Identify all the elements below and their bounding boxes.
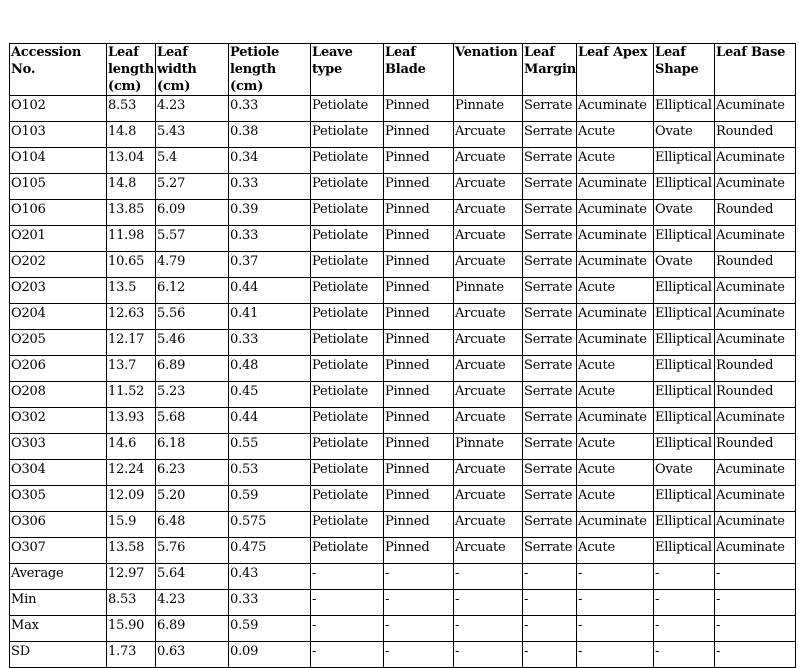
- table-cell: 0.43: [229, 564, 311, 590]
- table-cell: Elliptical: [654, 174, 715, 200]
- table-cell: -: [454, 642, 523, 668]
- table-cell: Serrate: [523, 174, 577, 200]
- table-cell: 5.68: [156, 408, 229, 434]
- column-header: Leaf Margin: [523, 44, 577, 96]
- table-row: [10, 408, 796, 434]
- table-cell: Acuminate: [577, 330, 654, 356]
- table-cell: -: [384, 590, 454, 616]
- table-cell: 13.5: [107, 278, 156, 304]
- table-cell: Elliptical: [654, 512, 715, 538]
- table-cell: Petiolate: [311, 408, 384, 434]
- table-cell: 5.23: [156, 382, 229, 408]
- column-header: Accession No.: [10, 44, 107, 96]
- table-cell: Acuminate: [577, 252, 654, 278]
- table-cell: Arcuate: [454, 356, 523, 382]
- table-row: [10, 564, 796, 590]
- table-cell: Acute: [577, 382, 654, 408]
- table-row: [10, 642, 796, 668]
- table-cell: Ovate: [654, 460, 715, 486]
- table-cell: Acute: [577, 460, 654, 486]
- table-cell: 13.04: [107, 148, 156, 174]
- table-cell: Petiolate: [311, 174, 384, 200]
- table-cell: Arcuate: [454, 460, 523, 486]
- table-cell: Max: [10, 616, 107, 642]
- table-row: [10, 96, 796, 122]
- table-cell: 5.46: [156, 330, 229, 356]
- table-cell: 4.23: [156, 590, 229, 616]
- table-cell: 0.33: [229, 96, 311, 122]
- table-cell: 0.575: [229, 512, 311, 538]
- table-cell: -: [654, 642, 715, 668]
- table-cell: Elliptical: [654, 330, 715, 356]
- table-cell: 8.53: [107, 590, 156, 616]
- table-cell: Pinnate: [454, 278, 523, 304]
- table-cell: O305: [10, 486, 107, 512]
- table-cell: 0.37: [229, 252, 311, 278]
- table-cell: 0.33: [229, 174, 311, 200]
- table-cell: 0.38: [229, 122, 311, 148]
- table-cell: Pinned: [384, 252, 454, 278]
- table-cell: -: [384, 616, 454, 642]
- table-cell: -: [715, 616, 796, 642]
- table-cell: Acuminate: [577, 408, 654, 434]
- table-cell: 6.23: [156, 460, 229, 486]
- table-cell: Pinned: [384, 460, 454, 486]
- table-cell: Petiolate: [311, 356, 384, 382]
- table-cell: Serrate: [523, 356, 577, 382]
- table-cell: Petiolate: [311, 96, 384, 122]
- table-cell: Petiolate: [311, 148, 384, 174]
- table-cell: 12.17: [107, 330, 156, 356]
- table-cell: -: [311, 616, 384, 642]
- leaf-morphology-table: [9, 43, 796, 668]
- table-cell: Pinned: [384, 96, 454, 122]
- table-cell: 13.85: [107, 200, 156, 226]
- table-cell: Acuminate: [577, 304, 654, 330]
- table-cell: Acute: [577, 486, 654, 512]
- table-cell: 4.79: [156, 252, 229, 278]
- table-cell: Arcuate: [454, 408, 523, 434]
- table-cell: -: [523, 590, 577, 616]
- table-cell: Petiolate: [311, 200, 384, 226]
- table-cell: -: [715, 564, 796, 590]
- table-cell: 6.89: [156, 356, 229, 382]
- table-cell: Serrate: [523, 512, 577, 538]
- table-cell: Acute: [577, 122, 654, 148]
- table-cell: Elliptical: [654, 226, 715, 252]
- table-cell: -: [454, 590, 523, 616]
- table-cell: Petiolate: [311, 252, 384, 278]
- table-cell: -: [715, 642, 796, 668]
- table-cell: Acuminate: [577, 226, 654, 252]
- column-header: Leaf width (cm): [156, 44, 229, 96]
- table-cell: 12.24: [107, 460, 156, 486]
- table-cell: Arcuate: [454, 382, 523, 408]
- column-header: Leaf Shape: [654, 44, 715, 96]
- table-cell: Arcuate: [454, 174, 523, 200]
- table-cell: O205: [10, 330, 107, 356]
- table-cell: -: [715, 590, 796, 616]
- table-cell: Acuminate: [715, 538, 796, 564]
- table-row: [10, 304, 796, 330]
- column-header: Petiole length (cm): [229, 44, 311, 96]
- table-cell: Serrate: [523, 460, 577, 486]
- table-cell: Acuminate: [715, 174, 796, 200]
- table-cell: Serrate: [523, 278, 577, 304]
- table-cell: Acute: [577, 278, 654, 304]
- table-cell: Arcuate: [454, 226, 523, 252]
- table-cell: 5.43: [156, 122, 229, 148]
- table-cell: Serrate: [523, 96, 577, 122]
- table-cell: -: [577, 642, 654, 668]
- table-cell: 12.97: [107, 564, 156, 590]
- table-cell: Acuminate: [715, 304, 796, 330]
- table-cell: Rounded: [715, 434, 796, 460]
- table-cell: Acute: [577, 356, 654, 382]
- table-cell: O105: [10, 174, 107, 200]
- table-cell: 0.39: [229, 200, 311, 226]
- table-cell: Petiolate: [311, 382, 384, 408]
- table-cell: Acuminate: [715, 408, 796, 434]
- table-cell: 12.63: [107, 304, 156, 330]
- table-cell: 11.52: [107, 382, 156, 408]
- table-cell: -: [311, 642, 384, 668]
- table-cell: Elliptical: [654, 408, 715, 434]
- table-cell: Pinned: [384, 200, 454, 226]
- table-row: [10, 616, 796, 642]
- table-row: [10, 174, 796, 200]
- table-cell: Acuminate: [715, 226, 796, 252]
- table-cell: O304: [10, 460, 107, 486]
- table-cell: 0.475: [229, 538, 311, 564]
- table-row: [10, 538, 796, 564]
- table-row: [10, 512, 796, 538]
- table-cell: 0.44: [229, 408, 311, 434]
- table-cell: Petiolate: [311, 486, 384, 512]
- table-cell: 0.59: [229, 616, 311, 642]
- table-cell: O106: [10, 200, 107, 226]
- table-row: [10, 200, 796, 226]
- column-header: Leaf Base: [715, 44, 796, 96]
- table-cell: O302: [10, 408, 107, 434]
- table-cell: 13.7: [107, 356, 156, 382]
- table-cell: 0.45: [229, 382, 311, 408]
- table-cell: O202: [10, 252, 107, 278]
- table-cell: Acuminate: [577, 96, 654, 122]
- table-body: [10, 96, 796, 668]
- table-cell: Acute: [577, 538, 654, 564]
- table-cell: 4.23: [156, 96, 229, 122]
- table-cell: Pinned: [384, 330, 454, 356]
- table-cell: 0.48: [229, 356, 311, 382]
- table-cell: 13.93: [107, 408, 156, 434]
- table-cell: 8.53: [107, 96, 156, 122]
- table-cell: Rounded: [715, 252, 796, 278]
- table-cell: 1.73: [107, 642, 156, 668]
- table-cell: O102: [10, 96, 107, 122]
- table-cell: Serrate: [523, 330, 577, 356]
- table-cell: Rounded: [715, 122, 796, 148]
- column-header: Leaf Apex: [577, 44, 654, 96]
- table-cell: 6.18: [156, 434, 229, 460]
- table-cell: Ovate: [654, 252, 715, 278]
- table-cell: Min: [10, 590, 107, 616]
- table-cell: Petiolate: [311, 538, 384, 564]
- table-cell: Elliptical: [654, 434, 715, 460]
- table-cell: 6.89: [156, 616, 229, 642]
- table-cell: 5.64: [156, 564, 229, 590]
- table-cell: Acute: [577, 148, 654, 174]
- table-cell: O306: [10, 512, 107, 538]
- table-cell: Acuminate: [577, 174, 654, 200]
- table-cell: -: [577, 616, 654, 642]
- table-cell: Petiolate: [311, 304, 384, 330]
- table-cell: 6.09: [156, 200, 229, 226]
- table-cell: Elliptical: [654, 148, 715, 174]
- table-row: [10, 330, 796, 356]
- table-cell: Arcuate: [454, 252, 523, 278]
- table-cell: 0.53: [229, 460, 311, 486]
- table-cell: 5.4: [156, 148, 229, 174]
- table-cell: Petiolate: [311, 512, 384, 538]
- table-cell: -: [311, 590, 384, 616]
- table-cell: 0.59: [229, 486, 311, 512]
- table-cell: 0.44: [229, 278, 311, 304]
- table-cell: O303: [10, 434, 107, 460]
- table-cell: Acuminate: [715, 96, 796, 122]
- table-cell: Elliptical: [654, 356, 715, 382]
- table-cell: 6.12: [156, 278, 229, 304]
- table-cell: -: [577, 590, 654, 616]
- table-cell: Elliptical: [654, 538, 715, 564]
- table-cell: Arcuate: [454, 330, 523, 356]
- table-cell: Petiolate: [311, 330, 384, 356]
- table-cell: 14.8: [107, 174, 156, 200]
- column-header: Venation: [454, 44, 523, 96]
- table-cell: Acuminate: [715, 148, 796, 174]
- table-cell: Arcuate: [454, 304, 523, 330]
- table-cell: 5.56: [156, 304, 229, 330]
- table-cell: O103: [10, 122, 107, 148]
- table-cell: 5.57: [156, 226, 229, 252]
- table-cell: Serrate: [523, 200, 577, 226]
- table-cell: Rounded: [715, 382, 796, 408]
- table-cell: -: [384, 564, 454, 590]
- table-row: [10, 226, 796, 252]
- table-cell: Serrate: [523, 382, 577, 408]
- table-row: [10, 252, 796, 278]
- column-header: Leaf Blade: [384, 44, 454, 96]
- table-cell: Serrate: [523, 122, 577, 148]
- table-row: [10, 356, 796, 382]
- table-cell: Serrate: [523, 226, 577, 252]
- table-cell: 11.98: [107, 226, 156, 252]
- table-cell: 15.9: [107, 512, 156, 538]
- table-cell: -: [523, 642, 577, 668]
- table-cell: Elliptical: [654, 278, 715, 304]
- table-cell: O208: [10, 382, 107, 408]
- table-cell: Acuminate: [715, 330, 796, 356]
- column-header: Leave type: [311, 44, 384, 96]
- table-cell: Acute: [577, 434, 654, 460]
- table-cell: -: [384, 642, 454, 668]
- table-cell: Acuminate: [715, 512, 796, 538]
- table-cell: Rounded: [715, 356, 796, 382]
- table-cell: 6.48: [156, 512, 229, 538]
- table-cell: Elliptical: [654, 304, 715, 330]
- table-cell: Petiolate: [311, 434, 384, 460]
- table-cell: Pinned: [384, 174, 454, 200]
- table-cell: Pinned: [384, 148, 454, 174]
- table-cell: -: [654, 564, 715, 590]
- table-cell: Pinned: [384, 304, 454, 330]
- table-cell: -: [523, 564, 577, 590]
- table-cell: Pinned: [384, 356, 454, 382]
- table-row: [10, 460, 796, 486]
- table-cell: 0.63: [156, 642, 229, 668]
- table-cell: 5.76: [156, 538, 229, 564]
- table-cell: 0.33: [229, 590, 311, 616]
- table-cell: -: [654, 590, 715, 616]
- table-cell: Pinned: [384, 122, 454, 148]
- table-cell: Rounded: [715, 200, 796, 226]
- table-cell: 15.90: [107, 616, 156, 642]
- table-cell: Arcuate: [454, 200, 523, 226]
- table-cell: Elliptical: [654, 486, 715, 512]
- table-cell: Ovate: [654, 200, 715, 226]
- table-cell: SD: [10, 642, 107, 668]
- table-cell: Pinned: [384, 226, 454, 252]
- table-cell: O104: [10, 148, 107, 174]
- table-cell: Petiolate: [311, 122, 384, 148]
- table-cell: Serrate: [523, 434, 577, 460]
- table-row: [10, 122, 796, 148]
- table-cell: Average: [10, 564, 107, 590]
- table-cell: Arcuate: [454, 148, 523, 174]
- table-cell: 5.27: [156, 174, 229, 200]
- table-cell: Pinned: [384, 486, 454, 512]
- table-cell: O201: [10, 226, 107, 252]
- table-cell: Pinnate: [454, 434, 523, 460]
- table-row: [10, 590, 796, 616]
- table-cell: Serrate: [523, 252, 577, 278]
- table-cell: 12.09: [107, 486, 156, 512]
- table-cell: Serrate: [523, 538, 577, 564]
- table-cell: 0.09: [229, 642, 311, 668]
- table-cell: 10.65: [107, 252, 156, 278]
- table-cell: Petiolate: [311, 278, 384, 304]
- table-cell: Petiolate: [311, 460, 384, 486]
- table-row: [10, 278, 796, 304]
- table-cell: 5.20: [156, 486, 229, 512]
- table-cell: O203: [10, 278, 107, 304]
- table-cell: Pinned: [384, 434, 454, 460]
- table-cell: -: [654, 616, 715, 642]
- table-cell: Acuminate: [577, 200, 654, 226]
- table-cell: 0.55: [229, 434, 311, 460]
- table-cell: 0.34: [229, 148, 311, 174]
- column-header: Leaf length (cm): [108, 45, 155, 94]
- table-header: [10, 44, 796, 96]
- table-cell: Elliptical: [654, 96, 715, 122]
- table-cell: Pinned: [384, 512, 454, 538]
- table-row: [10, 382, 796, 408]
- table-cell: Serrate: [523, 486, 577, 512]
- table-cell: Arcuate: [454, 538, 523, 564]
- table-cell: Pinned: [384, 408, 454, 434]
- table-cell: Petiolate: [311, 226, 384, 252]
- table-cell: -: [454, 616, 523, 642]
- table-cell: O307: [10, 538, 107, 564]
- table-cell: 13.58: [107, 538, 156, 564]
- table-cell: Acuminate: [715, 486, 796, 512]
- table-cell: 14.8: [107, 122, 156, 148]
- table-cell: Pinned: [384, 382, 454, 408]
- table-cell: Arcuate: [454, 512, 523, 538]
- table-cell: Pinnate: [454, 96, 523, 122]
- table-cell: Elliptical: [654, 382, 715, 408]
- header-row: [10, 44, 796, 96]
- table-cell: O204: [10, 304, 107, 330]
- table-cell: -: [454, 564, 523, 590]
- table-row: [10, 148, 796, 174]
- table-row: [10, 486, 796, 512]
- table-cell: Arcuate: [454, 122, 523, 148]
- table-cell: -: [311, 564, 384, 590]
- table-cell: Arcuate: [454, 486, 523, 512]
- table-row: [10, 434, 796, 460]
- table-cell: Acuminate: [577, 512, 654, 538]
- table-cell: 0.41: [229, 304, 311, 330]
- table-cell: Pinned: [384, 278, 454, 304]
- table-cell: Ovate: [654, 122, 715, 148]
- table-cell: Serrate: [523, 148, 577, 174]
- table-cell: 14.6: [107, 434, 156, 460]
- table-cell: Serrate: [523, 304, 577, 330]
- table-cell: -: [577, 564, 654, 590]
- table-cell: Acuminate: [715, 460, 796, 486]
- table-cell: Serrate: [523, 408, 577, 434]
- table-cell: O206: [10, 356, 107, 382]
- table-cell: 0.33: [229, 330, 311, 356]
- table-cell: -: [523, 616, 577, 642]
- table-cell: Pinned: [384, 538, 454, 564]
- table-cell: 0.33: [229, 226, 311, 252]
- table-cell: Acuminate: [715, 278, 796, 304]
